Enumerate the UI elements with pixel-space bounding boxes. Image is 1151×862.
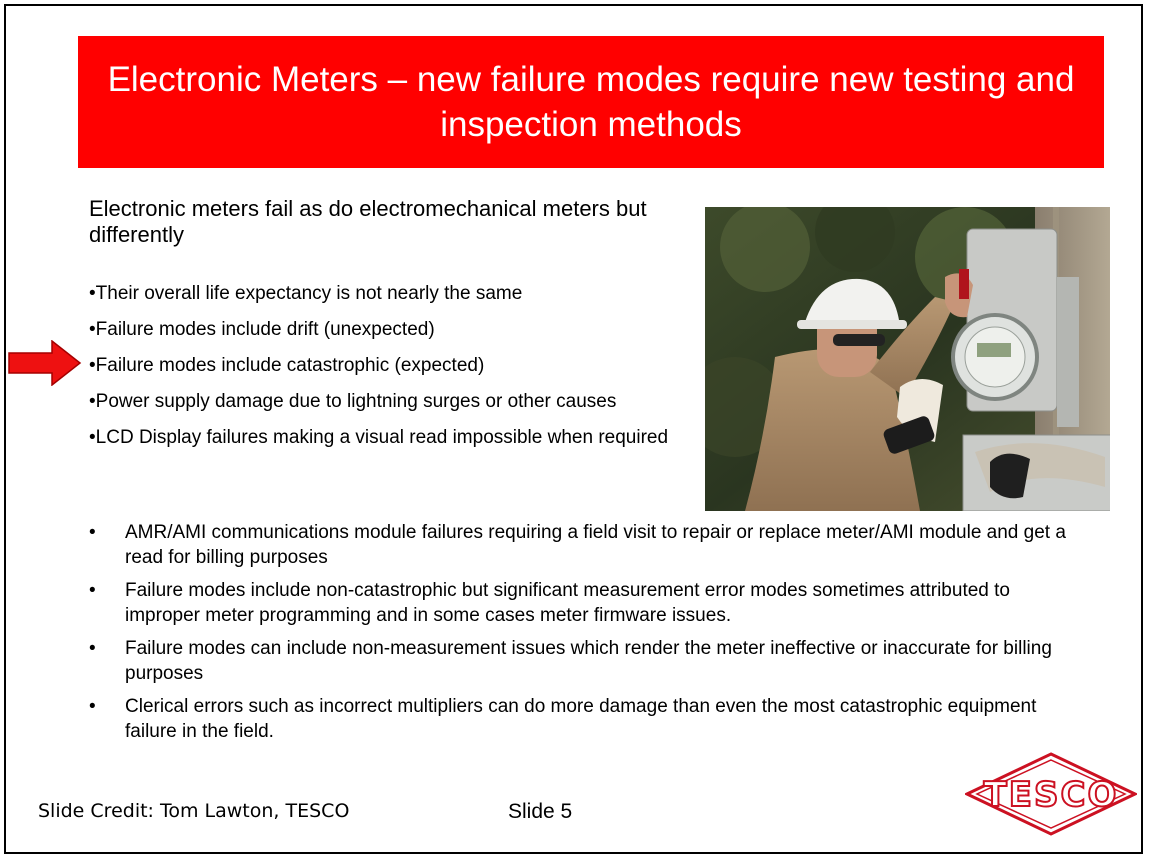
bullet-symbol: • bbox=[89, 522, 96, 543]
list-item: •Failure modes include catastrophic (expected) bbox=[89, 355, 485, 376]
list-item-text: Clerical errors such as incorrect multipliers can do more damage than even the most catastrophic equipment failure in the field. bbox=[125, 696, 1037, 742]
meter-technician-photo bbox=[705, 207, 1110, 511]
list-item: •Failure modes include drift (unexpected) bbox=[89, 319, 435, 340]
bullet-symbol: • bbox=[89, 638, 96, 659]
slide-credit: Slide Credit: Tom Lawton, TESCO bbox=[38, 800, 350, 822]
list-item: •LCD Display failures making a visual read impossible when required bbox=[89, 427, 669, 448]
list-item-text: Failure modes can include non-measurement issues which render the meter ineffective or inaccurate for billing purposes bbox=[125, 638, 1052, 684]
intro-text: Electronic meters fail as do electromechanical meters but differently bbox=[89, 196, 647, 247]
tesco-logo bbox=[965, 752, 1137, 836]
list-item: •Power supply damage due to lightning surges or other causes bbox=[89, 391, 617, 412]
right-arrow-icon bbox=[8, 340, 82, 386]
slide-title: Electronic Meters – new failure modes require new testing and inspection methods bbox=[107, 60, 1075, 144]
list-item-text: Failure modes include non-catastrophic but significant measurement error modes sometimes attributed to improper meter programming and in some cases meter firmware issues. bbox=[125, 580, 1010, 626]
list-item-text: AMR/AMI communications module failures requiring a field visit to repair or replace meter/AMI module and get a read for billing purposes bbox=[125, 522, 1066, 568]
list-item bbox=[89, 694, 1079, 744]
bullet-symbol: • bbox=[89, 580, 96, 601]
bullet-symbol: • bbox=[89, 696, 96, 717]
logo-text: TESCO bbox=[983, 775, 1119, 815]
list-item bbox=[89, 636, 1079, 686]
list-item: •Their overall life expectancy is not nearly the same bbox=[89, 283, 523, 304]
list-item bbox=[89, 520, 1079, 570]
title-banner bbox=[78, 36, 1104, 168]
slide-number: Slide 5 bbox=[508, 800, 573, 823]
dot-list bbox=[89, 281, 709, 461]
bullet-list bbox=[89, 520, 1079, 752]
list-item bbox=[89, 578, 1079, 628]
